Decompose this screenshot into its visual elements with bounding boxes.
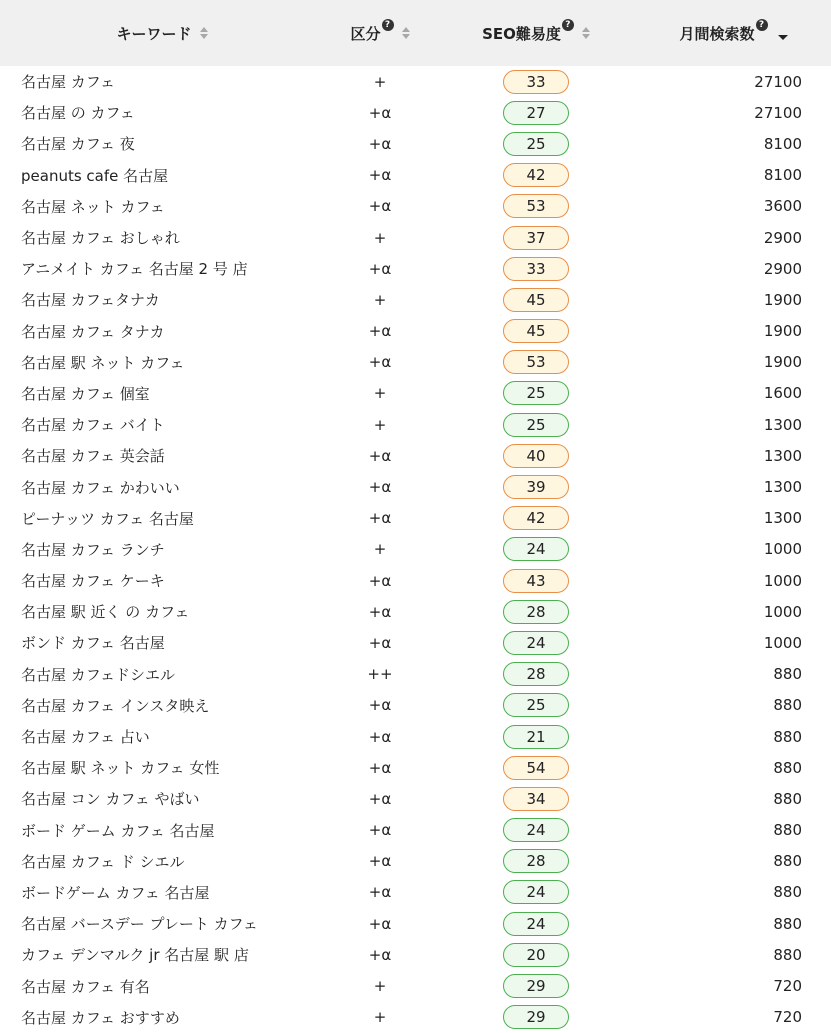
seo-difficulty-badge: 42 [503,506,569,530]
table-row [0,316,831,347]
keyword-cell: 名古屋 カフェタナカ [21,291,160,310]
seo-cell [436,725,636,749]
seo-difficulty-badge: 25 [503,693,569,717]
volume-cell: 1000 [763,540,802,559]
volume-cell: 880 [773,945,802,964]
volume-cell: 880 [773,758,802,777]
kubun-cell: +α [368,353,392,372]
kubun-cell: + [373,415,387,434]
table-row [0,191,831,222]
table-row [0,690,831,721]
table-row [0,284,831,315]
seo-difficulty-badge: 25 [503,413,569,437]
table-row [0,877,831,908]
volume-cell: 8100 [763,166,802,185]
kubun-cell: +α [368,914,392,933]
volume-cell: 880 [773,821,802,840]
keyword-cell: 名古屋 カフェ ケーキ [21,572,165,591]
volume-cell: 880 [773,727,802,746]
seo-difficulty-badge: 25 [503,132,569,156]
seo-difficulty-badge: 42 [503,163,569,187]
column-label-seo: SEO難易度 [482,24,561,43]
seo-cell [436,132,636,156]
table-row [0,846,831,877]
table-row [0,659,831,690]
seo-difficulty-badge: 20 [503,943,569,967]
volume-cell: 1000 [763,633,802,652]
keyword-cell: 名古屋 駅 ネット カフェ [21,353,185,372]
seo-cell [436,880,636,904]
volume-cell: 27100 [754,103,802,122]
column-label-keyword: キーワード [116,24,192,43]
kubun-cell: + [373,977,387,996]
sort-icon[interactable] [200,27,208,39]
column-header-volume[interactable] [636,0,831,66]
kubun-cell: +α [368,446,392,465]
table-row [0,815,831,846]
keyword-cell: 名古屋 駅 近く の カフェ [21,603,190,622]
seo-difficulty-badge: 53 [503,194,569,218]
volume-cell: 880 [773,789,802,808]
volume-cell: 1300 [763,415,802,434]
table-row [0,783,831,814]
volume-cell: 880 [773,696,802,715]
seo-cell [436,662,636,686]
kubun-cell: +α [368,478,392,497]
seo-cell [436,257,636,281]
seo-cell [436,101,636,125]
seo-cell [436,444,636,468]
kubun-cell: + [373,384,387,403]
kubun-cell: +α [368,727,392,746]
column-header-keyword[interactable] [0,0,324,66]
volume-cell: 880 [773,883,802,902]
keyword-cell: 名古屋 カフェ 有名 [21,977,150,996]
seo-cell [436,974,636,998]
keyword-cell: 名古屋 コン カフェ やばい [21,790,200,809]
seo-difficulty-badge: 39 [503,475,569,499]
kubun-cell: +α [368,103,392,122]
seo-cell [436,693,636,717]
table-row [0,752,831,783]
keyword-cell: 名古屋 カフェ 占い [21,728,150,747]
volume-cell: 880 [773,852,802,871]
column-label-kubun: 区分 [350,24,381,43]
kubun-cell: +α [368,259,392,278]
volume-cell: 1900 [763,322,802,341]
seo-difficulty-badge: 24 [503,818,569,842]
seo-cell [436,506,636,530]
keyword-cell: 名古屋 カフェ インスタ映え [21,696,210,715]
seo-cell [436,1005,636,1029]
seo-cell [436,756,636,780]
sort-icon[interactable] [582,27,590,39]
kubun-cell: +α [368,696,392,715]
seo-cell [436,288,636,312]
kubun-cell: +α [368,134,392,153]
seo-cell [436,849,636,873]
kubun-cell: + [373,290,387,309]
keyword-cell: 名古屋 の カフェ [21,104,135,123]
keyword-cell: ピーナッツ カフェ 名古屋 [21,509,194,528]
keyword-cell: 名古屋 カフェ おすすめ [21,1008,180,1027]
column-header-seo[interactable] [436,0,636,66]
volume-cell: 720 [773,977,802,996]
table-body [0,66,831,1033]
keyword-cell: 名古屋 ネット カフェ [21,197,165,216]
seo-cell [436,226,636,250]
seo-difficulty-badge: 34 [503,787,569,811]
keyword-cell: ボンド カフェ 名古屋 [21,634,165,653]
table-row [0,222,831,253]
keyword-cell: 名古屋 カフェ かわいい [21,478,180,497]
keyword-cell: 名古屋 カフェ 英会話 [21,447,165,466]
keyword-cell: 名古屋 カフェ ド シエル [21,852,185,871]
kubun-cell: + [373,540,387,559]
seo-difficulty-badge: 28 [503,600,569,624]
kubun-cell: +α [368,602,392,621]
seo-cell [436,319,636,343]
seo-difficulty-badge: 53 [503,350,569,374]
volume-cell: 1300 [763,509,802,528]
kubun-cell: +α [368,633,392,652]
volume-cell: 1300 [763,446,802,465]
seo-difficulty-badge: 24 [503,880,569,904]
seo-cell [436,631,636,655]
keyword-cell: 名古屋 カフェ 個室 [21,384,150,403]
sort-icon[interactable] [402,27,410,39]
table-row [0,908,831,939]
kubun-cell: + [373,1008,387,1027]
keyword-cell: 名古屋 カフェ ランチ [21,540,165,559]
kubun-cell: +α [368,197,392,216]
table-row [0,378,831,409]
seo-difficulty-badge: 28 [503,662,569,686]
keyword-cell: ボードゲーム カフェ 名古屋 [21,883,210,902]
volume-cell: 1000 [763,602,802,621]
seo-difficulty-badge: 27 [503,101,569,125]
kubun-cell: +α [368,509,392,528]
column-header-kubun[interactable] [324,0,436,66]
seo-cell [436,912,636,936]
seo-difficulty-badge: 29 [503,974,569,998]
keyword-cell: 名古屋 カフェ [21,73,116,92]
seo-cell [436,475,636,499]
kubun-cell: +α [368,821,392,840]
table-row [0,347,831,378]
volume-cell: 8100 [763,134,802,153]
table-row [0,1002,831,1033]
seo-difficulty-badge: 21 [503,725,569,749]
seo-cell [436,413,636,437]
table-header [0,0,831,66]
table-row [0,409,831,440]
keyword-cell: 名古屋 バースデー プレート カフェ [21,915,258,934]
seo-difficulty-badge: 54 [503,756,569,780]
table-row [0,503,831,534]
table-row [0,721,831,752]
volume-cell: 2900 [763,259,802,278]
volume-cell: 880 [773,665,802,684]
keyword-cell: カフェ デンマルク jr 名古屋 駅 店 [21,946,249,965]
seo-difficulty-badge: 33 [503,70,569,94]
sort-desc-icon[interactable] [778,35,788,40]
column-label-volume: 月間検索数 [679,24,755,43]
keyword-cell: ボード ゲーム カフェ 名古屋 [21,821,215,840]
volume-cell: 2900 [763,228,802,247]
kubun-cell: +α [368,883,392,902]
seo-difficulty-badge: 28 [503,849,569,873]
volume-cell: 1300 [763,478,802,497]
volume-cell: 1000 [763,571,802,590]
table-row [0,939,831,970]
help-icon[interactable]: ? [756,19,768,31]
keyword-cell: 名古屋 カフェ バイト [21,416,165,435]
keyword-cell: 名古屋 カフェ タナカ [21,322,165,341]
kubun-cell: +α [368,758,392,777]
table-row [0,66,831,97]
volume-cell: 720 [773,1008,802,1027]
seo-cell [436,70,636,94]
kubun-cell: +α [368,789,392,808]
help-icon[interactable]: ? [382,19,394,31]
seo-cell [436,194,636,218]
table-row [0,160,831,191]
help-icon[interactable]: ? [562,19,574,31]
table-row [0,128,831,159]
table-row [0,596,831,627]
seo-cell [436,787,636,811]
kubun-cell: + [373,228,387,247]
seo-cell [436,537,636,561]
seo-cell [436,818,636,842]
seo-difficulty-badge: 24 [503,912,569,936]
volume-cell: 1900 [763,353,802,372]
seo-difficulty-badge: 29 [503,1005,569,1029]
table-row [0,534,831,565]
seo-difficulty-badge: 45 [503,288,569,312]
seo-cell [436,943,636,967]
table-row [0,97,831,128]
seo-cell [436,569,636,593]
table-row [0,970,831,1001]
seo-difficulty-badge: 24 [503,537,569,561]
seo-difficulty-badge: 37 [503,226,569,250]
table-row [0,471,831,502]
seo-difficulty-badge: 40 [503,444,569,468]
seo-difficulty-badge: 43 [503,569,569,593]
kubun-cell: +α [368,166,392,185]
volume-cell: 880 [773,914,802,933]
seo-difficulty-badge: 45 [503,319,569,343]
seo-difficulty-badge: 25 [503,381,569,405]
kubun-cell: +α [368,945,392,964]
seo-cell [436,600,636,624]
keyword-cell: アニメイト カフェ 名古屋 2 号 店 [21,260,248,279]
volume-cell: 1900 [763,290,802,309]
volume-cell: 27100 [754,72,802,91]
kubun-cell: +α [368,322,392,341]
seo-cell [436,163,636,187]
volume-cell: 1600 [763,384,802,403]
keyword-cell: 名古屋 カフェドシエル [21,665,176,684]
seo-difficulty-badge: 24 [503,631,569,655]
keyword-cell: peanuts cafe 名古屋 [21,166,169,185]
seo-difficulty-badge: 33 [503,257,569,281]
seo-cell [436,350,636,374]
keyword-cell: 名古屋 駅 ネット カフェ 女性 [21,759,220,778]
table-row [0,440,831,471]
kubun-cell: +α [368,571,392,590]
table-row [0,565,831,596]
keyword-cell: 名古屋 カフェ おしゃれ [21,229,180,248]
seo-cell [436,381,636,405]
kubun-cell: + [373,72,387,91]
kubun-cell: ++ [367,665,393,684]
table-row [0,627,831,658]
table-row [0,253,831,284]
kubun-cell: +α [368,852,392,871]
keyword-cell: 名古屋 カフェ 夜 [21,135,135,154]
volume-cell: 3600 [763,197,802,216]
